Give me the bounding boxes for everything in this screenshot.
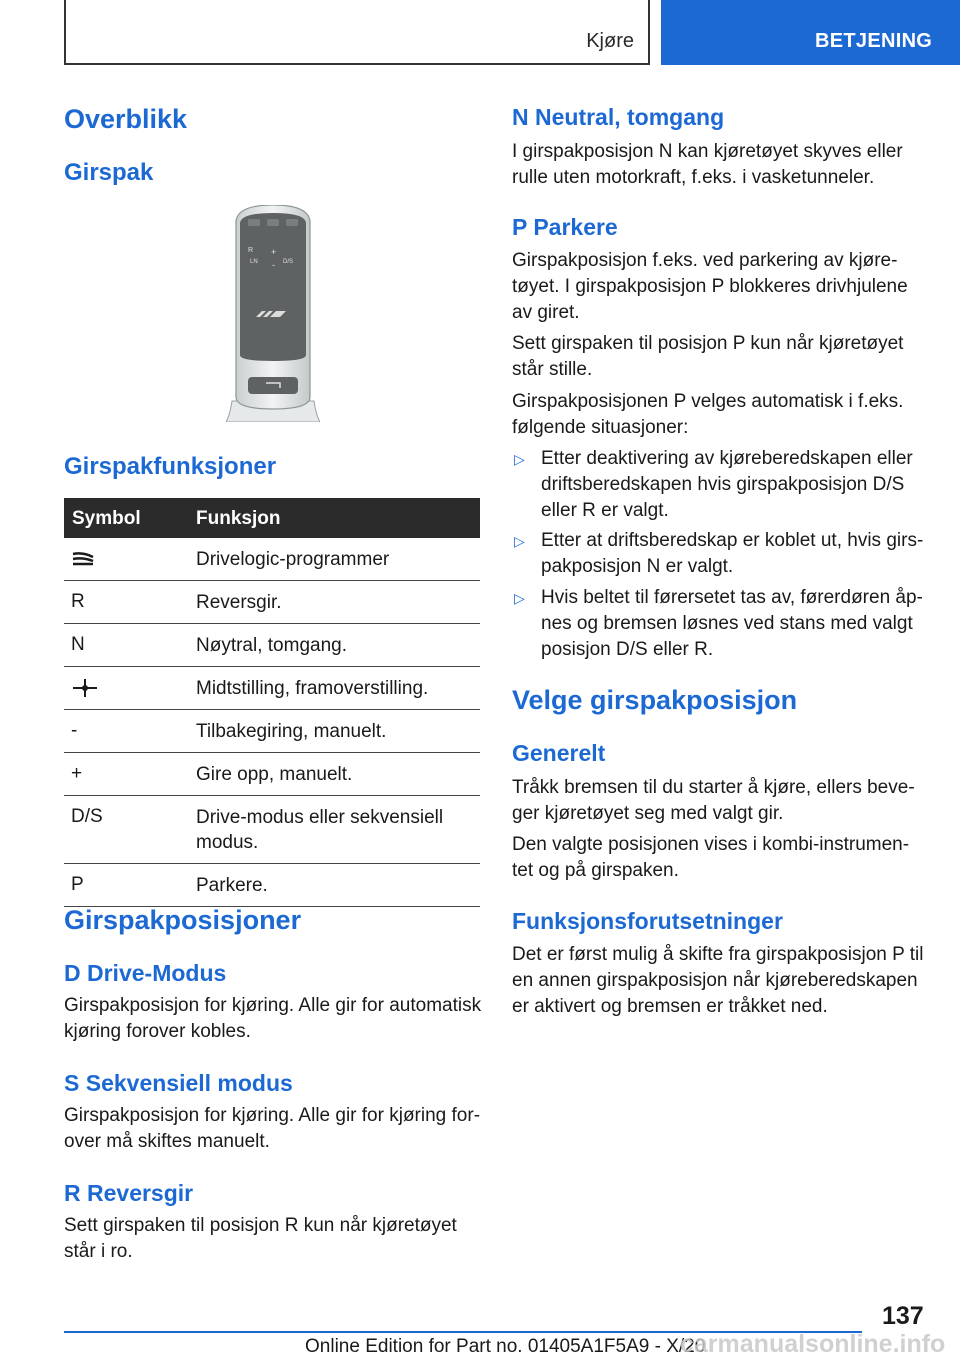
table-header-symbol: Symbol [72,508,141,529]
heading-overview: Overblikk [64,104,188,134]
table-cell-symbol: D/S [71,806,103,827]
table-cell-function: Gire opp, manuelt. [196,764,353,785]
paragraph-prerequisites: Det er først mulig å skifte fra girspakposisjon P til en annen girspakposisjon når kjøreberedskapen er aktivert og bremsen er tråkket ned. [512,944,924,1017]
paragraph-general-1: Tråkk bremsen til du starter å kjøre, ellers beve-ger kjøretøyet seg med valgt gir. [512,777,915,824]
heading-neutral: N Neutral, tomgang [512,104,725,130]
paragraph-general-2: Den valgte posisjonen vises i kombi-instrumen-tet og på girspaken. [512,834,910,881]
table-row [64,864,480,907]
table-cell-symbol: - [71,720,78,741]
footer-edition: Online Edition for Part no. 01405A1F5A9 - X/20 [305,1336,706,1357]
table-cell-symbol: N [71,634,85,655]
header-chapter-tab[interactable] [661,0,960,65]
table-row [64,753,480,796]
heading-sequential-mode: S Sekvensiell modus [64,1070,293,1096]
heading-drive-mode: D Drive-Modus [64,960,227,986]
table-cell-function: Tilbakegiring, manuelt. [196,721,387,742]
gear-functions-table [64,498,480,907]
paragraph-reverse: Sett girspaken til posisjon R kun når kjøretøyet står i ro. [64,1215,457,1262]
heading-select-position: Velge girspakposisjon [512,685,798,715]
gear-lever-image [226,205,320,422]
triangle-bullet-icon: ▷ [514,533,525,549]
paragraph-park-2: Sett girspaken til posisjon P kun når kjøretøyet står stille. [512,333,904,380]
table-cell-function: Drive-modus eller sekvensiell modus. [196,807,444,853]
heading-gear-lever: Girspak [64,159,154,186]
triangle-bullet-icon: ▷ [514,451,525,467]
watermark: carmanualsonline.info [680,1330,946,1358]
drivelogic-icon [71,548,95,574]
heading-gear-positions: Girspakposisjoner [64,905,302,935]
table-row [64,667,480,710]
table-cell-symbol: R [71,591,85,612]
svg-text:-: - [272,260,275,270]
center-position-icon [71,677,99,705]
page-number: 137 [882,1302,924,1330]
table-row [64,538,480,581]
header-section-label: Kjøre [586,30,634,52]
list-item-text: Etter deaktivering av kjøreberedskapen eller driftsberedskapen hvis girspakposisjon D/S eller R er valgt. [541,448,913,521]
heading-park: P Parkere [512,214,618,240]
table-cell-function: Nøytral, tomgang. [196,635,347,656]
list-item-text: Etter at driftsberedskap er koblet ut, hvis girs-pakposisjon N er valgt. [541,530,924,577]
list-item [512,446,926,524]
table-header-function: Funksjon [196,508,281,529]
table-cell-function: Parkere. [196,875,268,896]
table-cell-function: Reversgir. [196,592,282,613]
svg-text:D/S: D/S [283,259,294,265]
heading-general: Generelt [512,740,606,766]
table-cell-function: Midtstilling, framoverstilling. [196,678,429,699]
table-row [64,581,480,624]
paragraph-sequential-mode: Girspakposisjon for kjøring. Alle gir for kjøring for-over må skiftes manuelt. [64,1105,481,1152]
header-section-box [64,0,650,65]
heading-gear-functions: Girspakfunksjoner [64,453,277,480]
list-item [512,528,926,580]
table-row [64,624,480,667]
heading-reverse: R Reversgir [64,1180,194,1206]
table-cell-symbol: + [71,763,83,784]
heading-prerequisites: Funksjonsforutsetninger [512,908,783,934]
triangle-bullet-icon: ▷ [514,590,525,606]
table-row [64,710,480,753]
list-item-text: Hvis beltet til førersetet tas av, førerdøren åp-nes og bremsen løsnes ved stans med valgt posisjon D/S eller R. [541,587,923,660]
table-header [64,498,480,538]
svg-text:+: + [271,247,277,257]
svg-text:R: R [248,247,254,254]
table-cell-symbol: P [71,874,84,895]
list-item [512,585,926,663]
svg-text:LN: LN [250,259,258,265]
paragraph-neutral: I girspakposisjon N kan kjøretøyet skyves eller rulle uten motorkraft, f.eks. i vasketunneler. [512,141,903,188]
header-chapter-label: BETJENING [815,30,933,52]
paragraph-park-1: Girspakposisjon f.eks. ved parkering av kjøre-tøyet. I girspakposisjon P blokkeres drivhjulene av giret. [512,250,908,323]
table-row [64,796,480,864]
table-cell-function: Drivelogic-programmer [196,549,390,570]
paragraph-drive-mode: Girspakposisjon for kjøring. Alle gir for automatisk kjøring forover kobles. [64,995,482,1042]
paragraph-park-3: Girspakposisjonen P velges automatisk i f.eks. følgende situasjoner: [512,391,904,438]
